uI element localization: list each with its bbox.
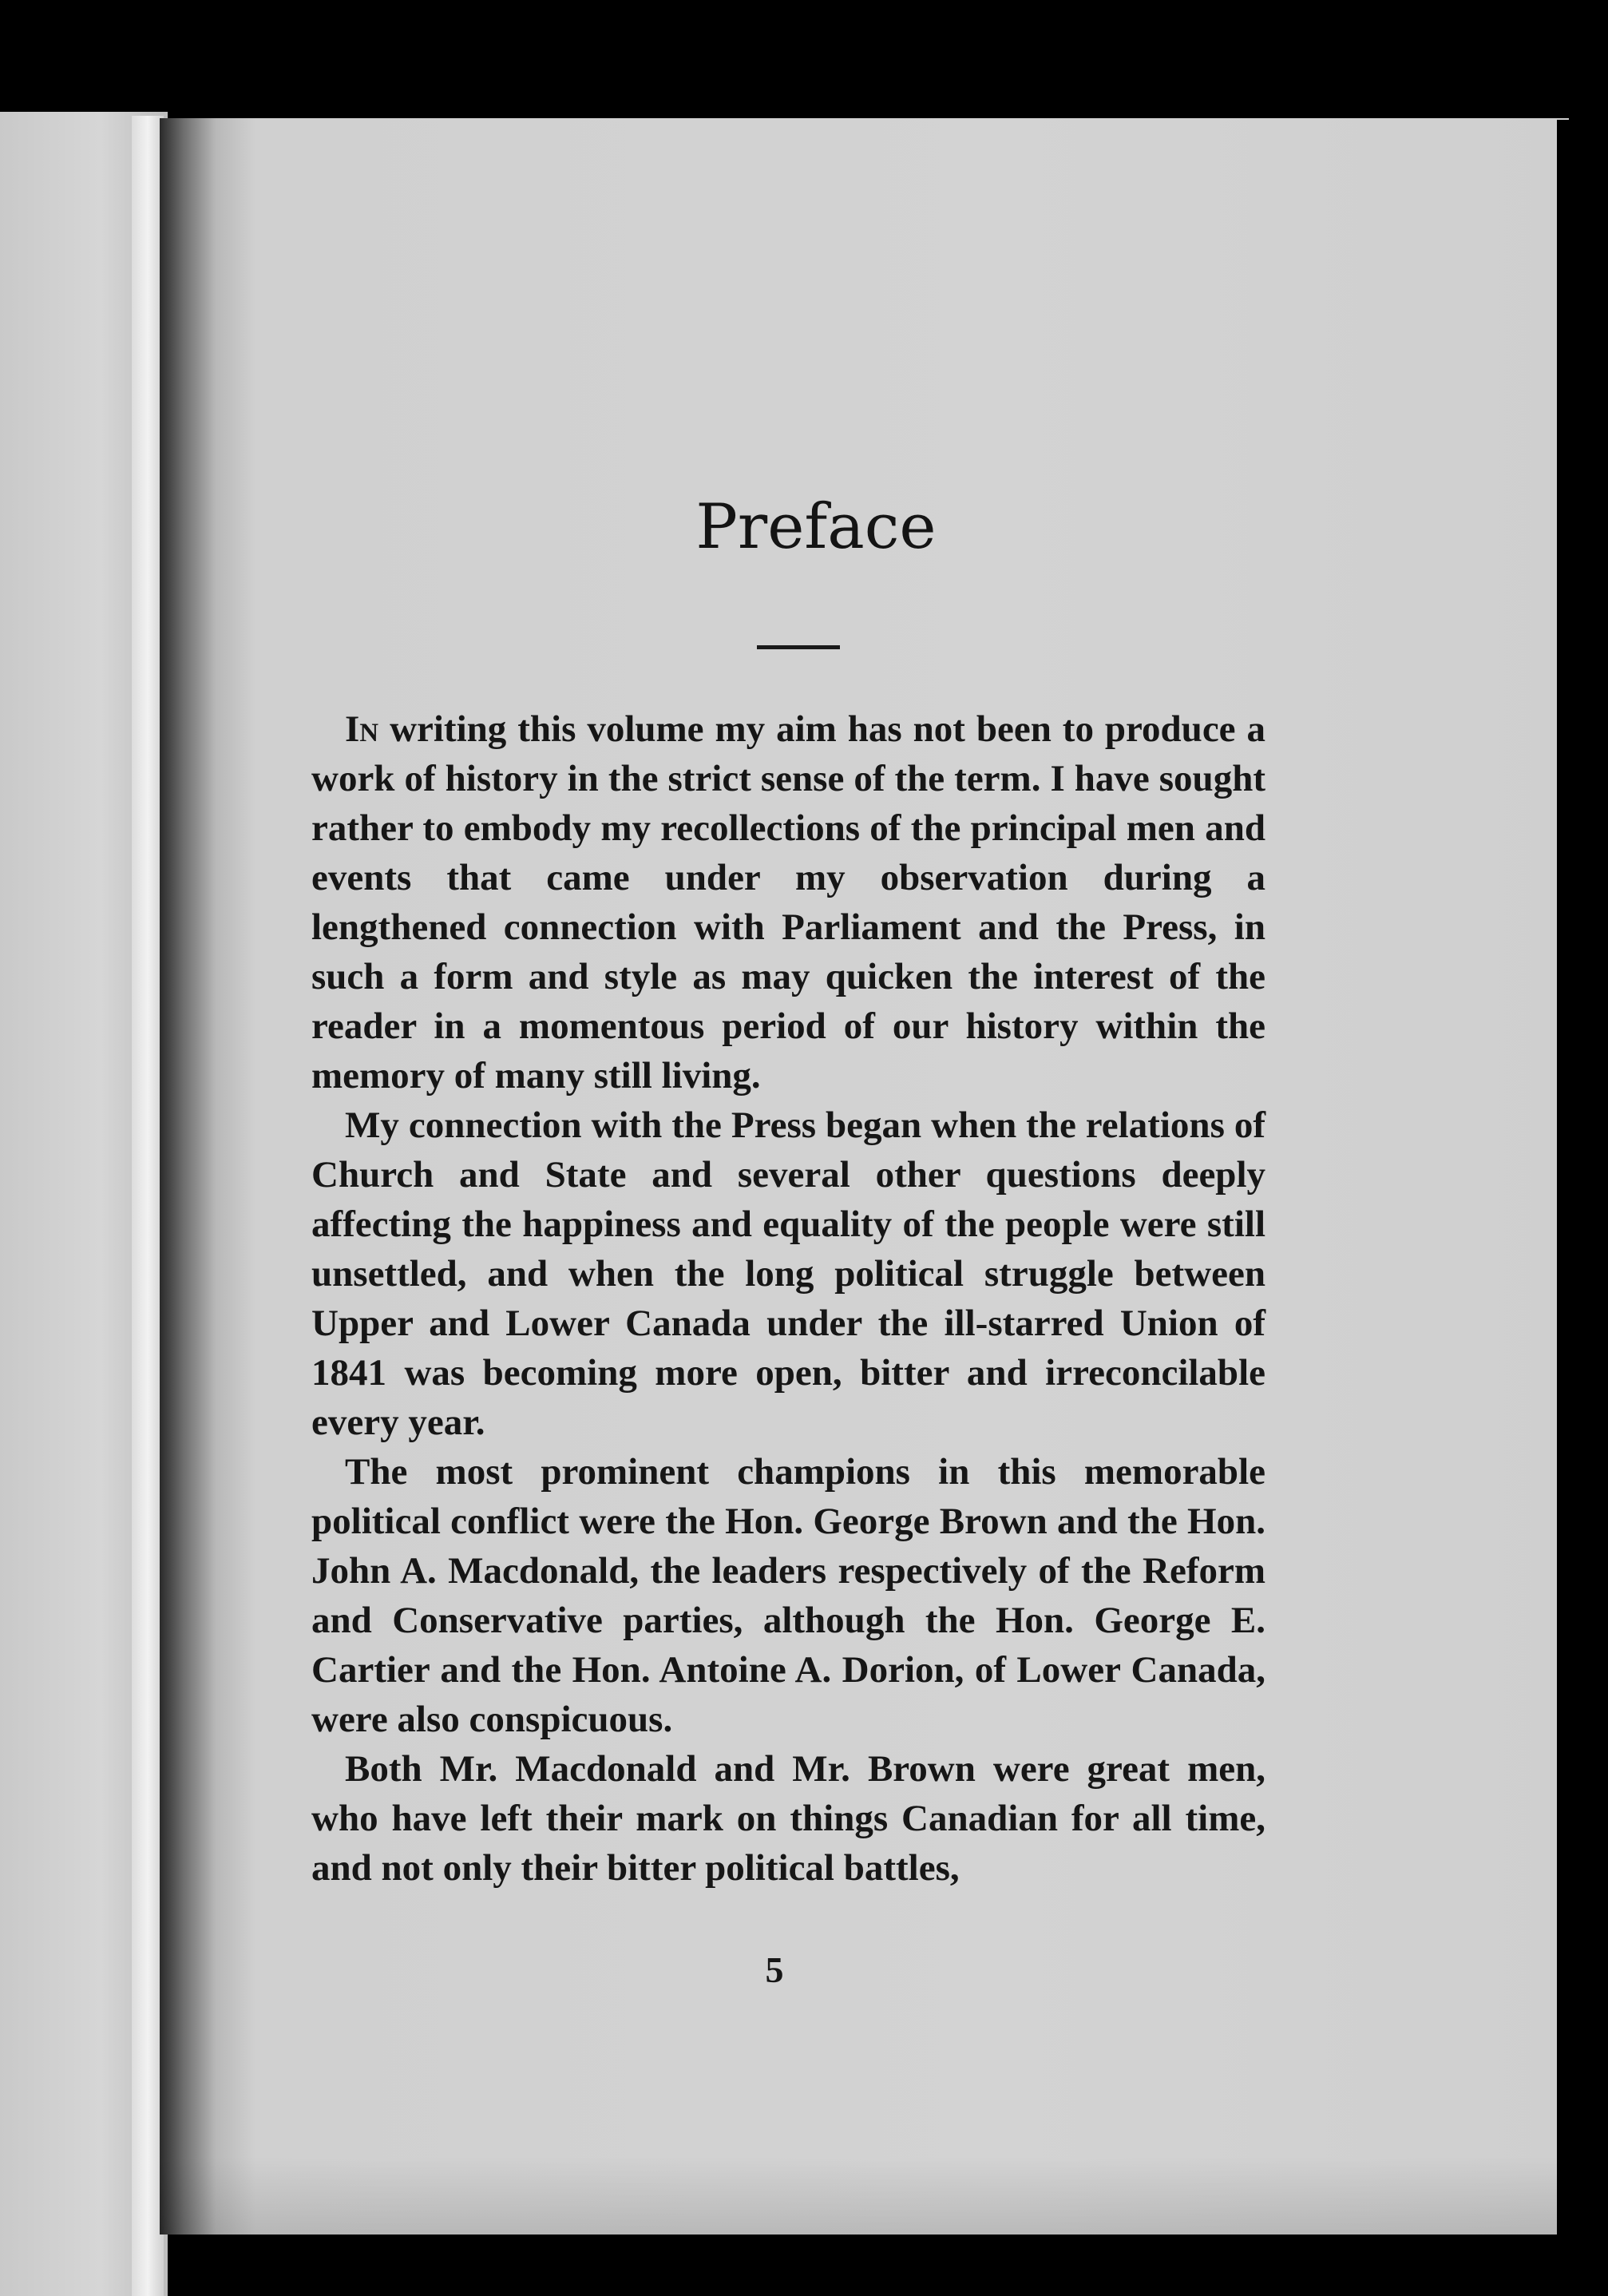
page-title: Preface — [695, 491, 937, 563]
page-number: 5 — [765, 1949, 784, 1990]
paragraph-2-text: My connection with the Press began when the relations of Church and State and several other questions deeply affecting the happiness and equality of the people were still unsettled, and when the long political struggle between Upper and Lower Canada under the ill-starred Union of 1841 was becoming more open, bitter and irreconcilable every year. — [311, 1104, 1265, 1443]
paragraph-1 — [311, 704, 1265, 1100]
page-bottom-shade — [160, 2156, 1569, 2235]
paragraph-4 — [311, 1744, 1265, 1893]
scan-border-right — [1557, 120, 1608, 2244]
paragraph-1-lead: In — [345, 708, 379, 750]
title-divider — [757, 645, 840, 649]
preface-body — [311, 704, 1265, 1893]
paragraph-4-text: Both Mr. Macdonald and Mr. Brown were great men, who have left their mark on things Canadian for all time, and not only their bitter political battles, — [311, 1748, 1265, 1889]
paragraph-3-text: The most prominent champions in this memorable political conflict were the Hon. George Brown and the Hon. John A. Macdonald, the leaders respectively of the Reform and Conservative parties, although the Hon. George E. Cartier and the Hon. Antoine A. Dorion, of Lower Canada, were also conspicuous. — [311, 1451, 1265, 1740]
paragraph-3 — [311, 1447, 1265, 1744]
paragraph-2 — [311, 1100, 1265, 1447]
paragraph-1-text: writing this volume my aim has not been to produce a work of history in the strict sense of the term. I have sought rather to embody my recollections of the principal men and events that came under my observation during a lengthened connection with Parliament and the Press, in such a form and style as may quicken the interest of the reader in a momentous period of our history within the memory of many still living. — [311, 708, 1265, 1096]
book-gutter — [132, 116, 164, 2296]
